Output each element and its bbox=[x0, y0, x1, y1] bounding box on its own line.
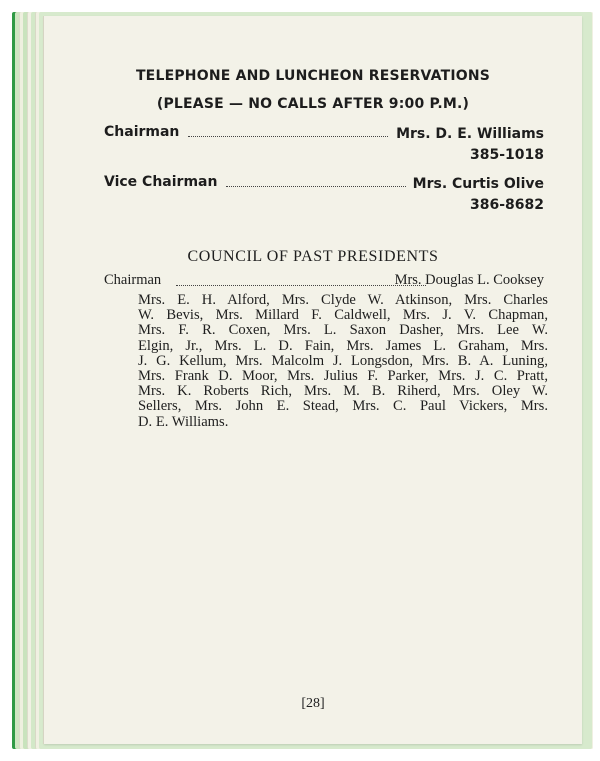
vice-chairman-label: Vice Chairman bbox=[104, 174, 218, 190]
members-line: J. G. Kellum, Mrs. Malcolm J. Longsdon, Mrs. B. A. Luning, bbox=[138, 352, 548, 369]
council-title: COUNCIL OF PAST PRESIDENTS bbox=[187, 248, 439, 265]
chairman-name: Mrs. D. E. Williams bbox=[396, 126, 544, 142]
chairman-label: Chairman bbox=[104, 124, 180, 140]
reservations-title: TELEPHONE AND LUNCHEON RESERVATIONS bbox=[135, 68, 491, 84]
vice-chairman-name: Mrs. Curtis Olive bbox=[412, 176, 544, 192]
dotted-leader bbox=[188, 136, 388, 137]
dotted-leader bbox=[176, 285, 426, 286]
council-members-list bbox=[138, 293, 548, 430]
members-line: W. Bevis, Mrs. Millard F. Caldwell, Mrs. J. V. Chapman, bbox=[138, 307, 548, 324]
chairman-row bbox=[104, 124, 544, 168]
members-line: Sellers, Mrs. John E. Stead, Mrs. C. Paul Vickers, Mrs. bbox=[138, 398, 548, 415]
members-line: D. E. Williams. bbox=[138, 413, 229, 430]
reservations-note: (PLEASE — NO CALLS AFTER 9:00 P.M.) bbox=[156, 96, 470, 112]
dotted-leader bbox=[226, 186, 406, 187]
council-chairman-row bbox=[104, 272, 544, 292]
vice-chairman-contact bbox=[413, 174, 544, 216]
page-number: [28] bbox=[301, 696, 325, 711]
vice-chairman-row bbox=[104, 174, 544, 218]
members-line: Mrs. F. R. Coxen, Mrs. L. Saxon Dasher, Mrs. Lee W. bbox=[138, 322, 548, 339]
chairman-phone: 385-1018 bbox=[470, 147, 544, 163]
members-line: Mrs. K. Roberts Rich, Mrs. M. B. Riherd, Mrs. Oley W. bbox=[138, 383, 548, 400]
members-line: Mrs. E. H. Alford, Mrs. Clyde W. Atkinson, Mrs. Charles bbox=[138, 292, 548, 308]
council-chairman-name: Mrs. Douglas L. Cooksey bbox=[394, 272, 544, 288]
members-line: Elgin, Jr., Mrs. L. D. Fain, Mrs. James L. Graham, Mrs. bbox=[138, 337, 548, 354]
members-line: Mrs. Frank D. Moor, Mrs. Julius F. Parker, Mrs. J. C. Pratt, bbox=[138, 368, 548, 385]
booklet-page bbox=[44, 16, 582, 744]
chairman-contact bbox=[396, 124, 544, 166]
vice-chairman-phone: 386-8682 bbox=[470, 197, 544, 213]
council-chairman-label: Chairman bbox=[104, 272, 162, 288]
